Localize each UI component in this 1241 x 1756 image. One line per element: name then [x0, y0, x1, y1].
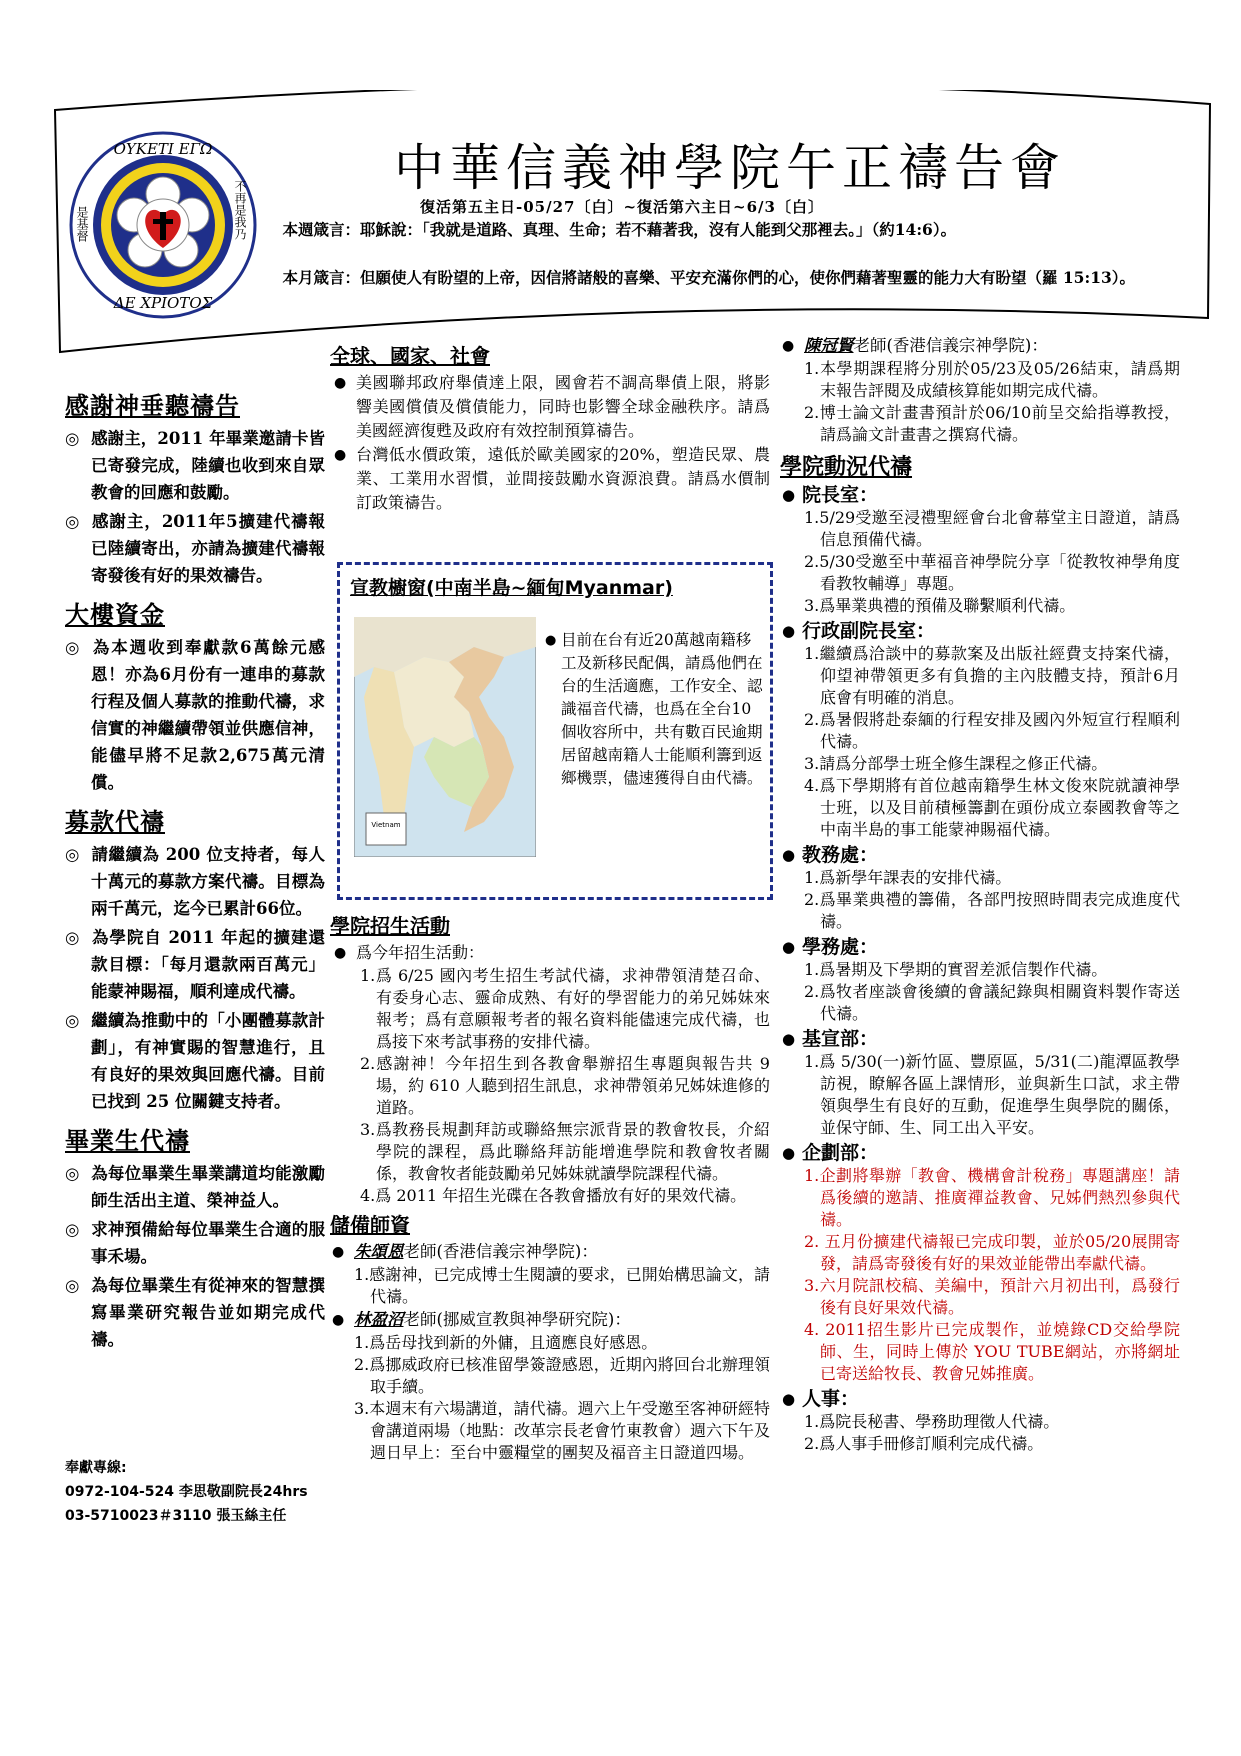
prayer-item: [65, 924, 325, 1005]
department-heading: ● 企劃部：: [780, 1141, 1180, 1165]
department-item: 1.爲 5/30(一)新竹區、豐原區，5/31(二)龍潭區教學訪視，瞭解各區上課情形，並與新生口試，求主帶領與學生有良好的互動，促進學生與學院的關係，並保守師、生、同工出入平安。: [804, 1052, 1180, 1137]
seal-text-bottom: ΔΕ ΧΡΙΟΤΟΣ: [113, 294, 213, 312]
building-fund-heading: 大樓資金: [65, 601, 165, 629]
prayer-item: [65, 508, 325, 589]
prayer-item: [65, 841, 325, 922]
department-item: 4.爲下學期將有首位越南籍學生林文俊來院就讀神學士班，以及目前積極籌劃在頭份成立泰國教會等之中南半島的事工能蒙神賜福代禱。: [804, 776, 1180, 839]
global-list: [330, 371, 770, 515]
map-label: Vietnam: [371, 821, 401, 829]
faculty-item: 1.爲岳母找到新的外傭，且適應良好感恩。: [354, 1333, 658, 1352]
prayer-item: [65, 1007, 325, 1115]
mission-window-heading: 宣教櫥窗(中南半島~緬甸Myanmar): [350, 577, 673, 599]
department-item: 2.爲暑假將赴泰緬的行程安排及國內外短宣行程順利代禱。: [804, 710, 1180, 751]
prayer-item: [65, 1160, 325, 1214]
faculty-heading: 儲備師資: [330, 1213, 410, 1237]
prayer-item-text: 請繼續為 200 位支持者，每人十萬元的募款方案代禱。目標為兩千萬元，迄今已累計66位。: [91, 845, 325, 918]
middle-column: [330, 336, 770, 515]
faculty-person-items: [780, 358, 1180, 446]
recruit-item: 2.感謝神！今年招生到各教會舉辦招生專題與報告共 9 場，約 610 人聽到招生訊息，求神帶領弟兄姊妹進修的道路。: [360, 1054, 770, 1117]
left-column: [65, 380, 325, 1355]
recruit-item: 1.爲 6/25 國內考生招生考試代禱，求神帶領清楚召命、有委身心志、靈命成熟、有好的學習能力的弟兄姊妹來報考；爲有意願報考者的報名資料能儘速完成代禱，也爲接下來考試事務的安排代禱。: [360, 966, 770, 1051]
faculty-person-chen: [780, 334, 1180, 358]
department-item: 2.爲人事手冊修訂順利完成代禱。: [804, 1434, 1044, 1453]
marker-icon: ◎: [65, 1011, 80, 1030]
page-title: 中華信義神學院午正禱告會: [394, 139, 1066, 197]
mission-window-text: ● 目前在台有近20萬越南籍移工及新移民配偶，請爲他們在台的生活適應，工作安全、認識福音代禱，也爲在全台10個收容所中，共有數百民逾期居留越南籍人士能順利籌到返鄉機票，儘速獲得自由代禱。: [545, 629, 765, 790]
donation-hotline: [65, 1456, 335, 1528]
prayer-item: [65, 1216, 325, 1270]
weekly-verse-text: 耶穌說：「我就是道路、真理、生命；若不藉著我，沒有人能到父那裡去。」（約14:6）。: [360, 220, 957, 239]
faculty-item: 1.本學期課程將分別於05/23及05/26結束，請爲期末報告評閱及成績核算能如期完成代禱。: [804, 359, 1180, 400]
department-list: [780, 483, 1180, 1455]
marker-icon: ◎: [65, 1276, 80, 1295]
monthly-verse: [268, 266, 1180, 290]
seal-text-left: 是基督: [75, 206, 89, 242]
date-line: 復活第五主日-05/27〔白〕~復活第六主日~6/3〔白〕: [420, 198, 824, 216]
department-heading: ● 學務處：: [780, 935, 1180, 959]
faculty-item: 1.感謝神，已完成博士生閱讀的要求，已開始構思論文，請代禱。: [354, 1265, 770, 1306]
marker-icon: ◎: [65, 638, 80, 657]
faculty-item: 3.本週末有六場講道，請代禱。週六上午受邀至客神研經特會講道兩場（地點：改革宗長老會竹東教會）週六下午及週日早上：至台中靈糧堂的團契及福音主日證道四場。: [354, 1399, 771, 1462]
global-item: ● 台灣低水價政策，遠低於歐美國家的20%，塑造民眾、農業、工業用水習慣，並間接鼓勵水資源浪費。請爲水價制訂政策禱告。: [330, 443, 770, 515]
department-heading: ● 行政副院長室：: [780, 619, 1180, 643]
prayer-item-text: 為本週收到奉獻款6萬餘元感恩！亦為6月份有一連串的募款行程及個人募款的推動代禱，求信實的神繼續帶領並供應信神，能儘早將不足款2,675萬元清償。: [91, 638, 325, 792]
prayer-item: [65, 1272, 325, 1353]
department-item: 3.爲畢業典禮的預備及聯繫順利代禱。: [804, 596, 1076, 615]
marker-icon: ◎: [65, 928, 80, 947]
department-item: 1.爲新學年課表的安排代禱。: [804, 868, 1012, 887]
seal-text-top: ΟΥΚΕΤΙ ΕΓΩ: [113, 140, 213, 158]
marker-icon: ◎: [65, 429, 80, 448]
graduates-heading: 畢業生代禱: [65, 1127, 190, 1155]
right-column: [780, 334, 1180, 1455]
status-heading: 學院動況代禱: [780, 455, 913, 480]
faculty-person-name: 陳冠賢: [804, 336, 854, 355]
indochina-map-image: [354, 617, 536, 857]
recruit-heading: 學院招生活動: [330, 914, 450, 938]
faculty-item: 2.博士論文計畫書預計於06/10前呈交給指導教授，請爲論文計畫書之撰寫代禱。: [804, 403, 1180, 444]
recruit-item: 3.爲教務長規劃拜訪或聯絡無宗派背景的教會牧長，介紹學院的課程，爲此聯絡拜訪能增進學院和教會牧者關係，教會牧者能鼓勵弟兄姊妹就讀學院課程代禱。: [360, 1120, 770, 1183]
mission-window-box: [337, 562, 773, 900]
prayer-item-text: 感謝主，2011年5擴建代禱報已陸續寄出，亦請為擴建代禱報寄發後有好的果效禱告。: [91, 512, 325, 585]
fundraising-heading: 募款代禱: [65, 808, 165, 836]
marker-icon: ◎: [65, 1220, 80, 1239]
prayer-item: [65, 425, 325, 506]
prayer-item-text: 求神預備給每位畢業生合適的服事禾場。: [91, 1220, 325, 1266]
weekly-verse: [268, 218, 1180, 242]
department-item: 1.企劃將舉辦「教會、機構會計稅務」專題講座！請爲後續的邀請、推廣禪益教會、兄姊們熱烈參與代禱。: [804, 1166, 1180, 1229]
monthly-verse-text: 但願使人有盼望的上帝，因信將諸般的喜樂、平安充滿你們的心，使你們藉著聖靈的能力大有盼望（羅 15:13）。: [360, 268, 1136, 287]
prayer-item-text: 繼續為推動中的「小團體募款計劃」，有神實賜的智慧進行，且有良好的果效與回應代禱。目前已找到 25 位關鍵支持者。: [91, 1011, 325, 1111]
department-heading: ● 教務處：: [780, 843, 1180, 867]
department-item: 2.5/30受邀至中華福音神學院分享「從教牧神學角度看教牧輔導」專題。: [804, 552, 1180, 593]
department-heading: ● 基宣部：: [780, 1027, 1180, 1051]
department-item: 4. 2011招生影片已完成製作，並燒錄CD交給學院師、生，同時上傳於 YOU TUBE網站，亦將網址已寄送給牧長、教會兄姊推廣。: [804, 1320, 1180, 1383]
prayer-item: [65, 634, 325, 796]
prayer-item-text: 為每位畢業生有從神來的智慧撰寫畢業研究報告並如期完成代禱。: [91, 1276, 325, 1349]
faculty-person-title: 老師(香港信義宗神學院)：: [403, 1242, 598, 1261]
department-item: 3.六月院訊校稿、美編中，預計六月初出刊，爲發行後有良好果效代禱。: [804, 1276, 1180, 1317]
thanks-list: [65, 425, 325, 589]
department-item: 1.繼續爲洽談中的募款案及出版社經費支持案代禱，仰望神帶領更多有負擔的主內肢體支持，預計6月底會有明確的消息。: [804, 644, 1180, 707]
prayer-item-text: 為學院自 2011 年起的擴建還款目標：「每月還款兩百萬元」能蒙神賜福，順利達成代禱。: [91, 928, 325, 1001]
global-heading: 全球、國家、社會: [330, 344, 490, 368]
marker-icon: ◎: [65, 512, 80, 531]
graduates-list: [65, 1160, 325, 1353]
fundraising-list: [65, 841, 325, 1115]
weekly-verse-label: 本週箴言：: [282, 220, 360, 239]
faculty-person-title: 老師(香港信義宗神學院)：: [853, 336, 1048, 355]
building-fund-list: [65, 634, 325, 796]
department-item: 1.爲院長秘書、學務助理徵人代禱。: [804, 1412, 1060, 1431]
hotline-line-2: 03-5710023＃3110 張玉絲主任: [65, 1508, 287, 1524]
department-item: 2.爲畢業典禮的籌備，各部門按照時間表完成進度代禱。: [804, 890, 1180, 931]
seal-text-right: 不再是我乃: [233, 180, 247, 240]
department-item: 1.爲暑期及下學期的實習差派信製作代禱。: [804, 960, 1108, 979]
department-item: 2. 五月份擴建代禱報已完成印製，並於05/20展開寄發，請爲寄發後有好的果效並能帶出奉獻代禱。: [804, 1232, 1180, 1273]
recruit-lead: ● 爲今年招生活動：: [330, 941, 770, 965]
faculty-person-title: 老師(挪威宣教與神學研究院)：: [403, 1310, 631, 1329]
faculty-person: [330, 1308, 770, 1332]
department-heading: ● 人事：: [780, 1387, 1180, 1411]
luther-rose-seal-icon: [68, 130, 258, 320]
hotline-label: 奉獻專線:: [65, 1460, 127, 1476]
thanks-heading: 感謝神垂聽禱告: [65, 392, 240, 420]
faculty-item: 2.爲挪威政府已核准留學簽證感恩，近期內將回台北辦理領取手續。: [354, 1355, 770, 1396]
department-heading: ● 院長室：: [780, 483, 1180, 507]
middle-column-lower: [330, 906, 770, 1464]
global-item: ● 美國聯邦政府舉債達上限，國會若不調高舉債上限，將影響美國償債及償債能力，同時也影響全球金融秩序。請爲美國經濟復甦及政府有效控制預算禱告。: [330, 371, 770, 443]
faculty-list: [330, 1240, 770, 1464]
prayer-item-text: 感謝主，2011 年畢業邀請卡皆已寄發完成，陸續也收到來自眾教會的回應和鼓勵。: [91, 429, 325, 502]
department-item: 1.5/29受邀至浸禮聖經會台北會幕堂主日證道，請爲信息預備代禱。: [804, 508, 1180, 549]
recruit-item: 4.爲 2011 年招生光碟在各教會播放有好的果效代禱。: [360, 1186, 747, 1205]
prayer-item-text: 為每位畢業生畢業講道均能激勵師生活出主道、榮神益人。: [91, 1164, 325, 1210]
department-item: 2.爲牧者座談會後續的會議紀錄與相關資料製作寄送代禱。: [804, 982, 1180, 1023]
department-item: 3.請爲分部學士班全修生課程之修正代禱。: [804, 754, 1108, 773]
recruit-list: [330, 965, 770, 1207]
hotline-line-1: 0972-104-524 李思敬副院長24hrs: [65, 1484, 308, 1500]
faculty-person-name: 林盈沼: [354, 1310, 404, 1329]
faculty-person-name: 朱頌恩: [354, 1242, 404, 1261]
marker-icon: ◎: [65, 1164, 80, 1183]
monthly-verse-label: 本月箴言：: [282, 268, 360, 287]
marker-icon: ◎: [65, 845, 80, 864]
faculty-person: [330, 1240, 770, 1264]
